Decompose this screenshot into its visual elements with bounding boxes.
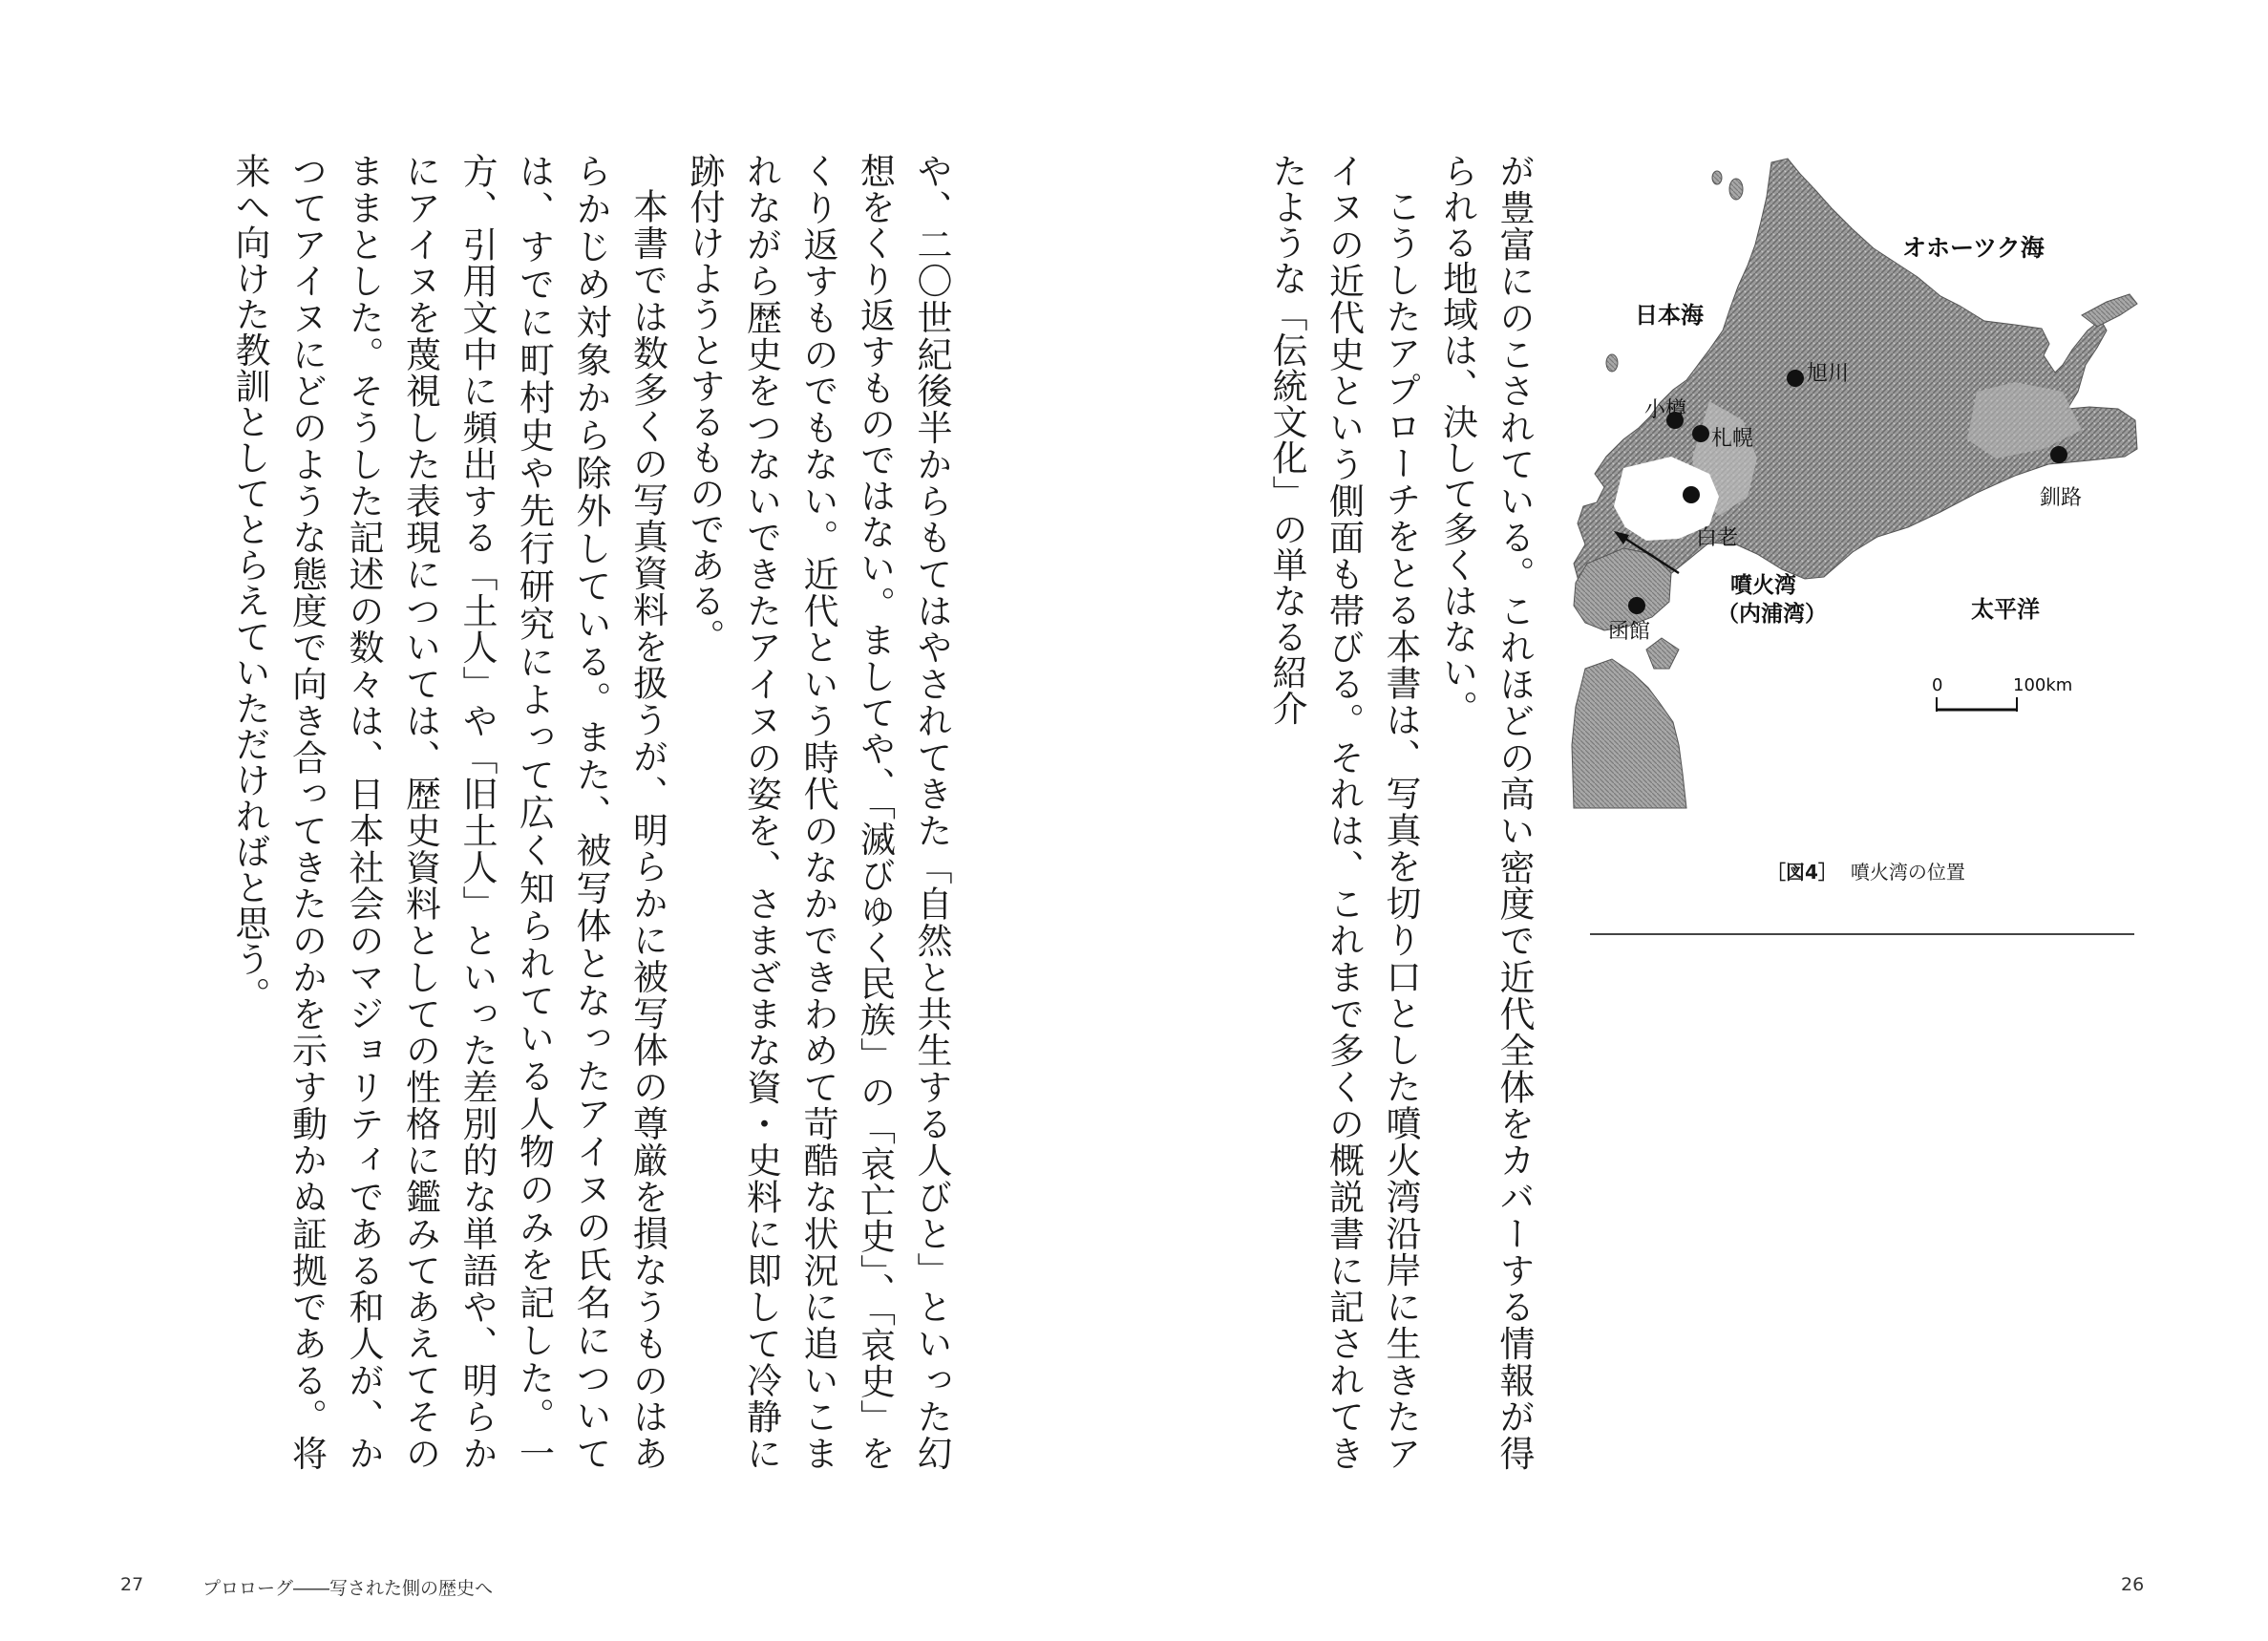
left-page-body — [5, 153, 960, 1471]
label-kushiro: 釧路 — [2040, 486, 2083, 510]
right-page-body — [1141, 153, 1542, 1471]
label-hakodate: 函館 — [1608, 620, 1651, 644]
hokkaido-map — [1566, 153, 2139, 812]
running-head: プロローグ――写された側の歴史へ — [202, 1578, 494, 1599]
label-pacific-ocean: 太平洋 — [1971, 596, 2040, 623]
hokkaido-landmass — [1574, 159, 2137, 619]
figure-caption — [1767, 857, 1965, 884]
scale-distance: 100km — [2013, 675, 2073, 695]
label-asahikawa: 旭川 — [1807, 362, 1850, 386]
label-sapporo: 札幌 — [1711, 427, 1754, 451]
scale-zero: 0 — [1932, 675, 1943, 695]
caption-divider — [1590, 933, 2134, 935]
label-shiraoi: 白老 — [1696, 526, 1739, 550]
label-otaru: 小樽 — [1644, 398, 1687, 422]
right-paragraph-1: が豊富にのこされている。これほどの高い密度で近代全体をカバーする情報が得られる地域は、決して多くはない。 — [1436, 153, 1535, 1471]
right-paragraph-2: こうしたアプローチをとる本書は、写真を切り口とした噴火湾沿岸に生きたアイヌの近代史という側面も帯びる。それは、これまで多くの概説書に記されてきたような「伝統文化」の単なる紹介 — [1266, 153, 1421, 1472]
label-okhotsk-sea: オホーツク海 — [1902, 234, 2045, 262]
left-paragraph-1: や、二〇世紀後半からもてはやされてきた「自然と共生する人びと」といった幻想をくり返すものではない。ましてや、「滅びゆく民族」の「哀亡史」、「哀史」をくり返すものでもない。近代という時代のなかできわめて苛酷な状況に追いこまれながら歴史をつないできたアイヌの姿を、さまざまな資・史料に即して冷静に跡付けようとするものである。 — [684, 153, 952, 1472]
left-paragraph-2: 本書では数多くの写真資料を扱うが、明らかに被写体の尊厳を損なうものはあらかじめ対象から除外している。また、被写体となったアイヌの氏名については、すでに町村史や先行研究によって広く知られている人物のみを記した。一方、引用文中に頻出する「土人」や「旧土人」といった差別的な単語や、明らかにアイヌを蔑視した表現については、歴史資料としての性格に鑑みてあえてそのままとした。そうした記述の数々は、日本社会のマジョリティである和人が、かつてアイヌにどのような態度で向き合ってきたのかを示す動かぬ証拠である。将来へ向けた教訓としてとらえていただければと思う。 — [229, 153, 668, 1472]
label-uchiura-bay: （内浦湾） — [1717, 602, 1827, 627]
right-page-number: 26 — [2121, 1574, 2145, 1595]
honshu-landmass — [1572, 659, 1686, 808]
scale-bar — [1932, 675, 2072, 712]
label-japan-sea: 日本海 — [1635, 302, 1704, 329]
label-funka-bay: 噴火湾 — [1730, 573, 1796, 598]
figure-title: 噴火湾の位置 — [1850, 861, 1965, 884]
left-page-number: 27 — [120, 1574, 144, 1595]
figure-number: ［図4］ — [1767, 861, 1837, 884]
